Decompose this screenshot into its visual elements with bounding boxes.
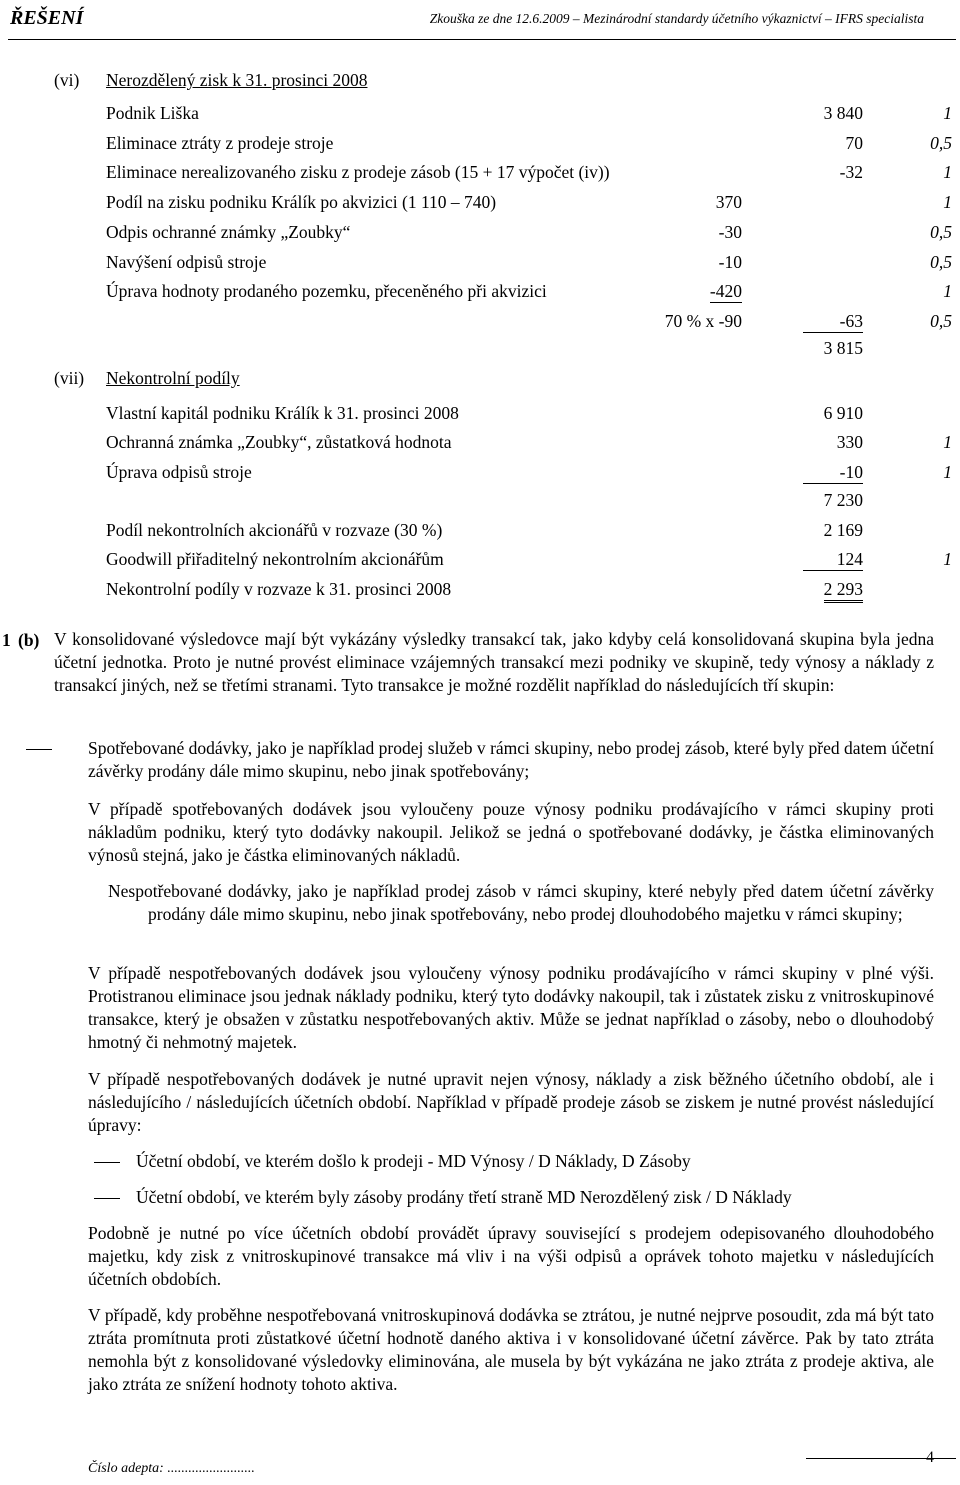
section-b-intro	[54, 628, 934, 697]
vii-row-value: 330	[836, 432, 863, 452]
vii-row-value: 6 910	[823, 403, 863, 423]
vii-row-text: Vlastní kapitál podniku Králík k 31. prosinci 2008	[106, 403, 459, 423]
vii-row-points: 1	[943, 462, 952, 482]
vi-row-points: 0,5	[930, 252, 952, 272]
vi-row-text: Podnik Liška	[106, 103, 199, 123]
vi-row-subvalue: -420	[709, 281, 742, 301]
vi-row-value: 3 840	[823, 103, 863, 123]
sub-item-2: Účetní období, ve kterém byly zásoby prodány třetí straně MD Nerozdělený zisk / D Náklady	[136, 1187, 792, 1207]
vii-row-points: 1	[943, 549, 952, 569]
section-b-intro-text: V konsolidované výsledovce mají být vykázány výsledky transakcí tak, jako kdyby celá konsolidovaná skupina byla jedna účetní jednotka. Proto je nutné provést eliminace vzájemných transakcí mezi podniky ve skupině, tedy výnosy a náklady z transakcí jiných, než se třetími stranami. Tyto transakce je možné rozdělit například do následujících tří skupin:	[54, 629, 934, 695]
vi-row-value: -32	[839, 162, 863, 182]
vi-row-text: Eliminace nerealizovaného zisku z prodeje zásob (15 + 17 výpočet (iv))	[106, 162, 610, 182]
section-vii-title: Nekontrolní podíly	[106, 368, 240, 388]
vii-row-value: 124	[803, 551, 863, 571]
vi-row-subvalue: -10	[718, 252, 742, 272]
vi-row-points: 0,5	[930, 222, 952, 242]
item2-note: V případě nespotřebovaných dodávek jsou vyloučeny výnosy podniku prodávajícího v rámci skupiny v plné výši. Protistranou eliminace jsou jednak náklady podniku, který tyto dodávky nakoupil, tak i zůstatek zisku z vnitroskupinové transakce, který je obsažen v zůstatku nespotřebovaných aktiv. Může se jednat například o zásoby, nebo o dlouhodobý hmotný či nehmotný majetek.	[88, 963, 934, 1052]
section-b-label: (b)	[18, 630, 40, 650]
vii-row-value: 2 169	[823, 520, 863, 540]
vii-row-value: -10	[803, 464, 863, 484]
vi-row-points: 0,5	[930, 133, 952, 153]
header-divider	[8, 39, 956, 40]
vi-row-text: Úprava hodnoty prodaného pozemku, přeceněného při akvizici	[106, 281, 547, 301]
dash-bullet	[94, 1198, 120, 1199]
vi-row-text: Navýšení odpisů stroje	[106, 252, 267, 272]
item2-note2: V případě nespotřebovaných dodávek je nutné upravit nejen výnosy, náklady a zisk běžného účetního období, ale i následujícího / následujících účetních období. Například v případě prodeje zásob se ziskem je nutné provést následující úpravy:	[88, 1069, 934, 1135]
para4: V případě, kdy proběhne nespotřebovaná vnitroskupinová dodávka se ztrátou, je nutné nejprve posoudit, zda má být tato ztráta promítnuta proti zůstatkové účetní hodnotě daného aktiva i v konsolidované účetní závěrce. Pak by tato ztráta nemohla být z konsolidované výsledovky eliminována, ale musela by být vykázána ne jako ztráta z prodeje aktiva, ale jako ztráta ze snížení hodnoty tohoto aktiva.	[88, 1305, 934, 1394]
vi-row-value: -63	[803, 313, 863, 333]
vii-row-text: Úprava odpisů stroje	[106, 462, 252, 482]
dash-bullet	[26, 749, 52, 750]
document-subtitle: Zkouška ze dne 12.6.2009 – Mezinárodní standardy účetního výkaznictví – IFRS specialista	[429, 11, 924, 26]
vii-row-text: Nekontrolní podíly v rozvaze k 31. prosinci 2008	[106, 579, 452, 599]
vi-row-subvalue: 370	[715, 192, 742, 212]
vi-row-text: Odpis ochranné známky „Zoubky“	[106, 222, 351, 242]
item2-text	[88, 880, 934, 926]
item1-text: Spotřebované dodávky, jako je například prodej služeb v rámci skupiny, nebo prodej zásob, které byly před datem účetní závěrky prodány dále mimo skupinu, nebo jinak spotřebovány;	[88, 738, 934, 781]
section-vi-label: (vi)	[54, 70, 80, 90]
section-vi-title: Nerozdělený zisk k 31. prosinci 2008	[106, 70, 368, 90]
vi-row-text: Eliminace ztráty z prodeje stroje	[106, 133, 334, 153]
vii-row-text: Podíl nekontrolních akcionářů v rozvaze (30 %)	[106, 520, 443, 540]
item2-text-content: Nespotřebované dodávky, jako je například prodej zásob v rámci skupiny, které nebyly před datem účetní závěrky prodány dále mimo skupinu, nebo jinak spotřebovány, nebo prodej dlouhodobého majetku v rámci skupiny;	[108, 881, 934, 924]
sub-item-1: Účetní období, ve kterém došlo k prodeji - MD Výnosy / D Náklady, D Zásoby	[136, 1151, 691, 1171]
candidate-number-label: Číslo adepta: .........................	[88, 1461, 255, 1476]
vi-row-points: 1	[943, 192, 952, 212]
vii-subtotal-value: 7 230	[823, 490, 863, 510]
dash-bullet	[94, 1162, 120, 1163]
vi-row-text: Podíl na zisku podniku Králík po akvizici (1 110 – 740)	[106, 192, 497, 212]
document-title: ŘEŠENÍ	[10, 7, 84, 29]
vii-row-points: 1	[943, 432, 952, 452]
page-number: 4	[926, 1449, 934, 1466]
vi-row-points: 1	[943, 162, 952, 182]
vii-row-text: Goodwill přiřaditelný nekontrolním akcionářům	[106, 549, 444, 569]
section-vii-label: (vii)	[54, 368, 85, 388]
vi-row-value: 70	[845, 133, 863, 153]
vi-row-points: 0,5	[930, 311, 952, 331]
vi-row-points: 1	[943, 103, 952, 123]
section-b-score: 1	[2, 630, 11, 650]
vii-row-text: Ochranná známka „Zoubky“, zůstatková hodnota	[106, 432, 452, 452]
vi-row-calc: 70 % x -90	[664, 311, 742, 331]
vii-total-value: 2 293	[824, 581, 863, 603]
vi-total-value: 3 815	[823, 338, 863, 358]
para3: Podobně je nutné po více účetních období provádět úpravy související s prodejem odepisovaného dlouhodobého majetku, kdy zisk z vnitroskupinové transakce má vliv i na výši odpisů a oprávek tohoto majetku v následujících účetních obdobích.	[88, 1223, 934, 1289]
vi-row-subvalue: -30	[718, 222, 742, 242]
item1-note: V případě spotřebovaných dodávek jsou vyloučeny pouze výnosy podniku prodávajícího v rámci skupiny proti nákladům podniku, který tyto dodávky nakoupil. Jelikož se jedná o spotřebované dodávky, je částka eliminovaných výnosů stejná, jako je částka eliminovaných nákladů.	[88, 799, 934, 865]
vi-row-points: 1	[943, 281, 952, 301]
